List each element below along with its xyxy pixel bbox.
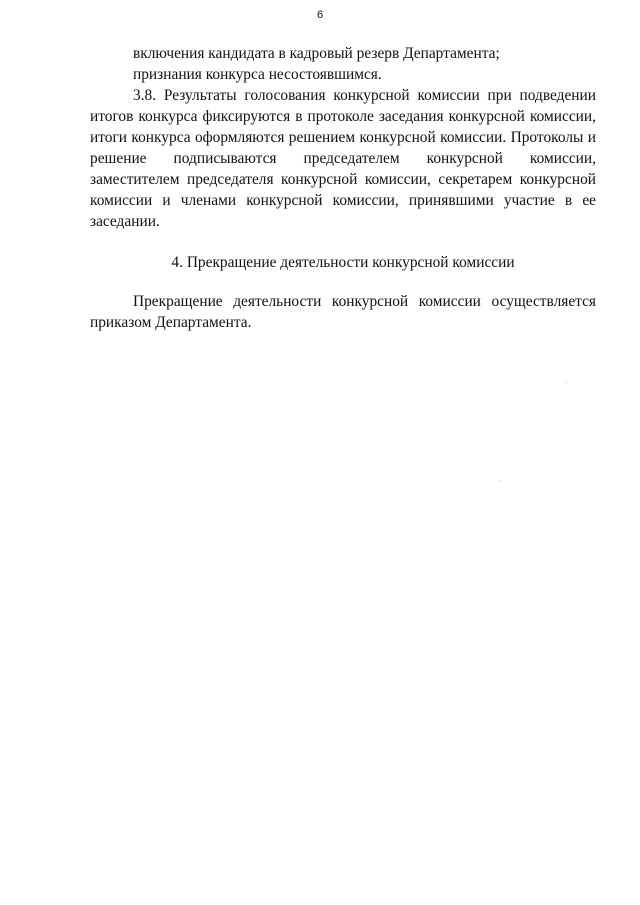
section-4-paragraph: Прекращение деятельности конкурсной комиссии осуществляется приказом Департамента. — [90, 293, 596, 331]
section-4-heading: 4. Прекращение деятельности конкурсной комиссии — [171, 254, 515, 271]
scan-artifact-dot — [566, 382, 567, 383]
paragraph-3-8: 3.8. Результаты голосования конкурсной комиссии при подведении итогов конкурса фиксируются в протоколе заседания конкурсной комиссии, итоги конкурса оформляются решением конкурсной комиссии. Протоколы и решение подписываются председателем конкурсной комиссии, заместителем председателя конкурсной комиссии, секретарем конкурсной комиссии и членами конкурсной комиссии, принявшими участие в ее заседании. — [90, 87, 596, 230]
document-body — [90, 43, 596, 333]
page-number: 6 — [316, 9, 324, 21]
scan-artifact-dot — [500, 480, 501, 481]
list-item-kadrovy-rezerv: включения кандидата в кадровый резерв Департамента; — [133, 45, 500, 62]
list-item-nesostoyavshimsya: признания конкурса несостоявшимся. — [133, 66, 382, 83]
